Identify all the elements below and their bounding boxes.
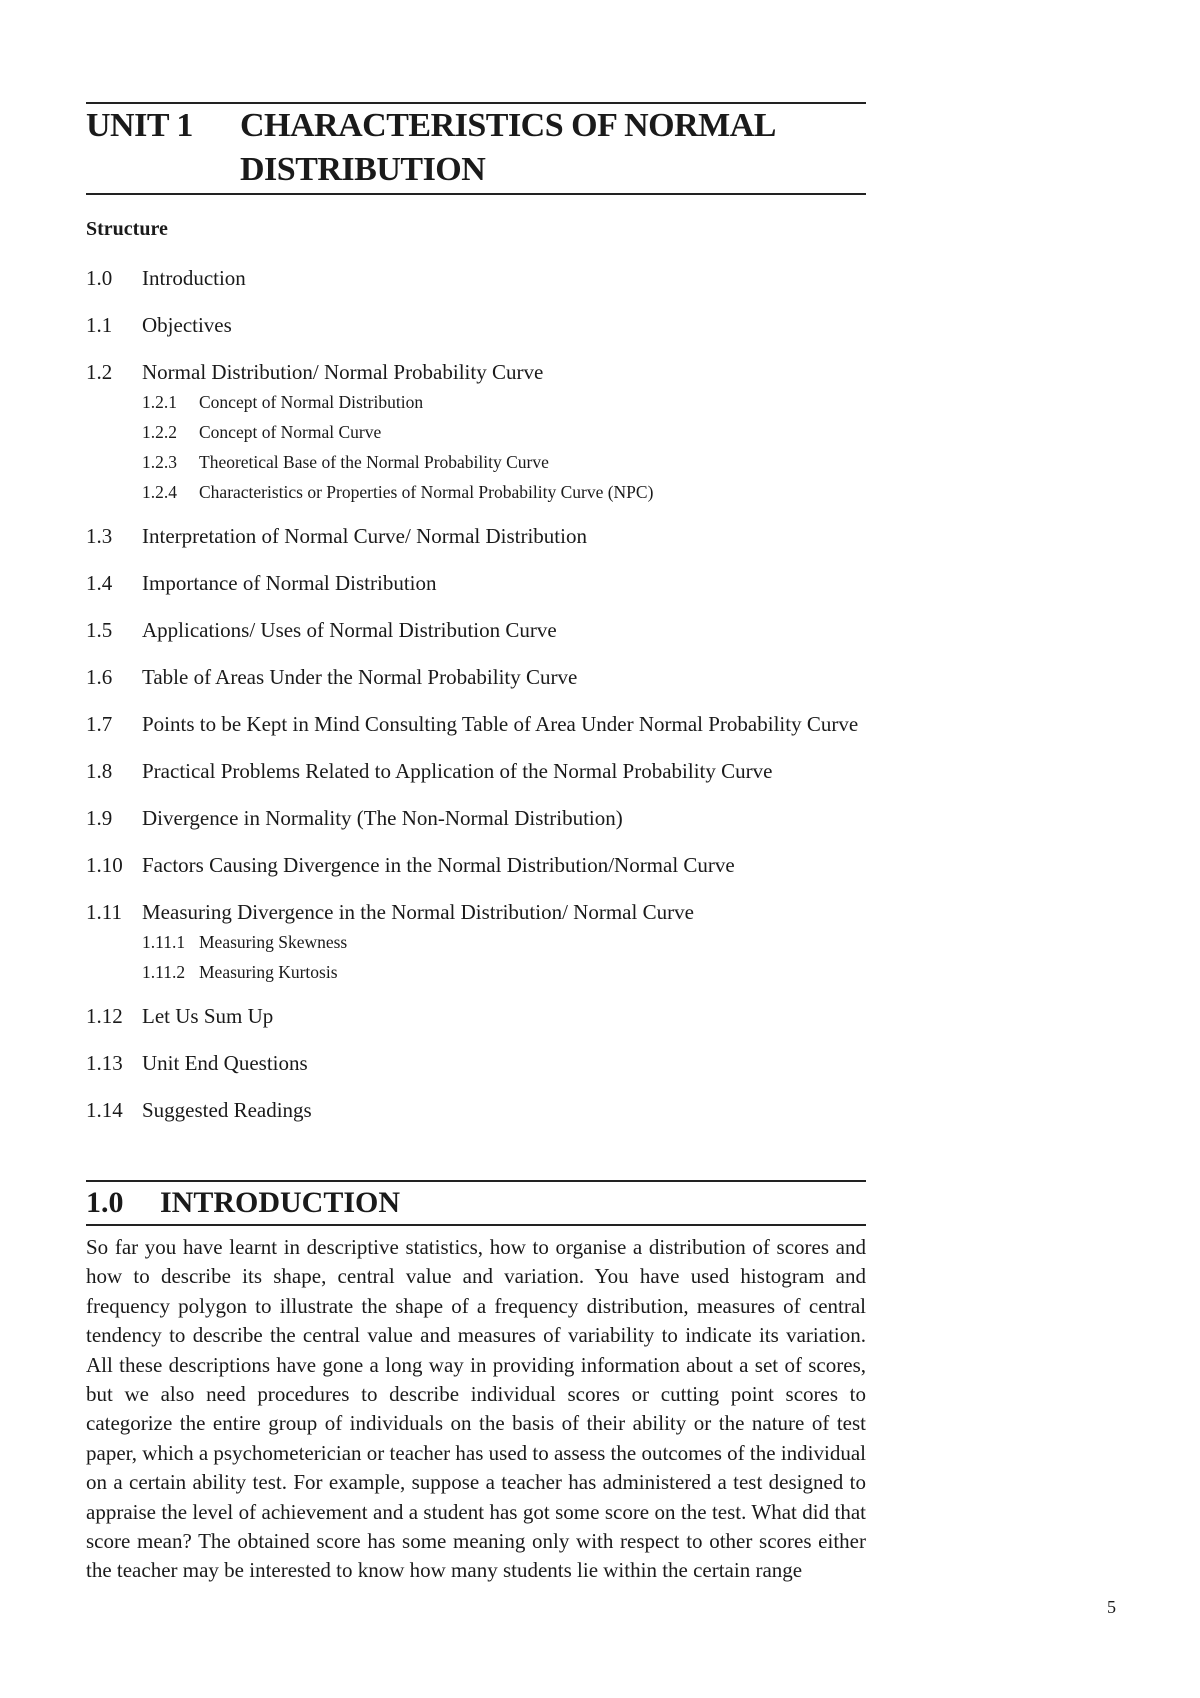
toc-subitem-text: Concept of Normal Curve — [199, 422, 382, 442]
unit-header — [86, 104, 866, 192]
page-number: 5 — [1107, 1597, 1116, 1617]
toc-item-number: 1.13 — [86, 1051, 123, 1075]
toc-subitem — [142, 417, 876, 447]
toc-subitem — [142, 957, 876, 987]
toc-item-number: 1.14 — [86, 1098, 123, 1122]
toc-item-number: 1.5 — [86, 618, 113, 642]
unit-number: UNIT 1 — [86, 107, 193, 144]
toc-item — [86, 310, 876, 340]
toc-subitem — [142, 927, 876, 957]
toc-item-text: Importance of Normal Distribution — [142, 571, 437, 595]
introduction-title: INTRODUCTION — [160, 1186, 401, 1219]
toc-item — [86, 521, 876, 551]
toc-subitem — [142, 387, 876, 417]
toc-item-text: Practical Problems Related to Application of the Normal Probability Curve — [142, 759, 773, 783]
toc-item-text: Points to be Kept in Mind Consulting Table of Area Under Normal Probability Curve — [142, 712, 859, 736]
toc-item — [86, 709, 876, 739]
toc-item-text: Let Us Sum Up — [142, 1004, 274, 1028]
toc-item — [86, 615, 876, 645]
toc-subitem-text: Characteristics or Properties of Normal Probability Curve (NPC) — [199, 482, 654, 502]
toc-subitem-text: Measuring Kurtosis — [199, 962, 338, 982]
toc-item-number: 1.6 — [86, 665, 113, 689]
toc-item — [86, 357, 876, 387]
table-of-contents — [86, 263, 876, 1142]
toc-item-text: Divergence in Normality (The Non-Normal Distribution) — [142, 806, 623, 830]
toc-subitem-number: 1.2.1 — [142, 392, 177, 412]
toc-item-number: 1.4 — [86, 571, 113, 595]
toc-item-number: 1.7 — [86, 712, 113, 736]
toc-item — [86, 850, 876, 880]
toc-subitem-number: 1.11.2 — [142, 962, 186, 982]
toc-item-number: 1.1 — [86, 313, 113, 337]
toc-item-number: 1.12 — [86, 1004, 123, 1028]
intro-top-rule — [86, 1180, 866, 1182]
toc-subitem-number: 1.2.2 — [142, 422, 177, 442]
toc-subitem-number: 1.11.1 — [142, 932, 186, 952]
introduction-heading — [86, 1186, 400, 1220]
toc-item — [86, 1095, 876, 1125]
toc-item-text: Interpretation of Normal Curve/ Normal Distribution — [142, 524, 587, 548]
toc-subitem-number: 1.2.3 — [142, 452, 177, 472]
toc-subitem-text: Measuring Skewness — [199, 932, 348, 952]
toc-item-text: Introduction — [142, 266, 246, 290]
toc-subitem — [142, 477, 876, 507]
toc-subsection-list — [142, 927, 876, 987]
toc-subitem-text: Concept of Normal Distribution — [199, 392, 424, 412]
title-bottom-rule — [86, 193, 866, 195]
toc-item-number: 1.3 — [86, 524, 113, 548]
toc-item — [86, 1048, 876, 1078]
unit-title: CHARACTERISTICS OF NORMAL DISTRIBUTION — [240, 107, 775, 188]
toc-item — [86, 897, 876, 927]
toc-item — [86, 1001, 876, 1031]
toc-item-text: Table of Areas Under the Normal Probability Curve — [142, 665, 578, 689]
toc-item-text: Suggested Readings — [142, 1098, 312, 1122]
toc-item — [86, 756, 876, 786]
toc-item-number: 1.0 — [86, 266, 113, 290]
toc-item — [86, 803, 876, 833]
introduction-number: 1.0 — [86, 1186, 124, 1219]
toc-item-text: Measuring Divergence in the Normal Distribution/ Normal Curve — [142, 900, 694, 924]
toc-item-text: Factors Causing Divergence in the Normal Distribution/Normal Curve — [142, 853, 735, 877]
intro-bottom-rule — [86, 1224, 866, 1226]
toc-item-text: Unit End Questions — [142, 1051, 308, 1075]
structure-label: Structure — [86, 218, 168, 240]
toc-subitem-number: 1.2.4 — [142, 482, 177, 502]
toc-item — [86, 662, 876, 692]
toc-item — [86, 568, 876, 598]
introduction-body: So far you have learnt in descriptive statistics, how to organise a distribution of scores and how to describe its shape, central value and variation. You have used histogram and frequency polygon to illustrate the shape of a frequency distribution, measures of central tendency to describe the central value and measures of variability to indicate its variation. All these descriptions have gone a long way in providing information about a set of scores, but we also need procedures to describe individual scores or cutting point scores to categorize the entire group of individuals on the basis of their ability or the nature of test paper, which a psychometerician or teacher has used to assess the outcomes of the individual on a certain ability test. For example, suppose a teacher has administered a test designed to appraise the level of achievement and a student has got some score on the test. What did that score mean? The obtained score has some meaning only with respect to other scores either the teacher may be interested to know how many students lie within the certain range — [86, 1235, 866, 1583]
toc-item-text: Normal Distribution/ Normal Probability Curve — [142, 360, 544, 384]
toc-subsection-list — [142, 387, 876, 507]
toc-item-number: 1.10 — [86, 853, 123, 877]
toc-item-number: 1.9 — [86, 806, 113, 830]
toc-item-number: 1.11 — [86, 900, 122, 924]
toc-subitem — [142, 447, 876, 477]
toc-item-text: Applications/ Uses of Normal Distribution Curve — [142, 618, 557, 642]
toc-subitem-text: Theoretical Base of the Normal Probability Curve — [199, 452, 549, 472]
toc-item — [86, 263, 876, 293]
toc-item-text: Objectives — [142, 313, 232, 337]
toc-item-number: 1.8 — [86, 759, 113, 783]
toc-item-number: 1.2 — [86, 360, 113, 384]
